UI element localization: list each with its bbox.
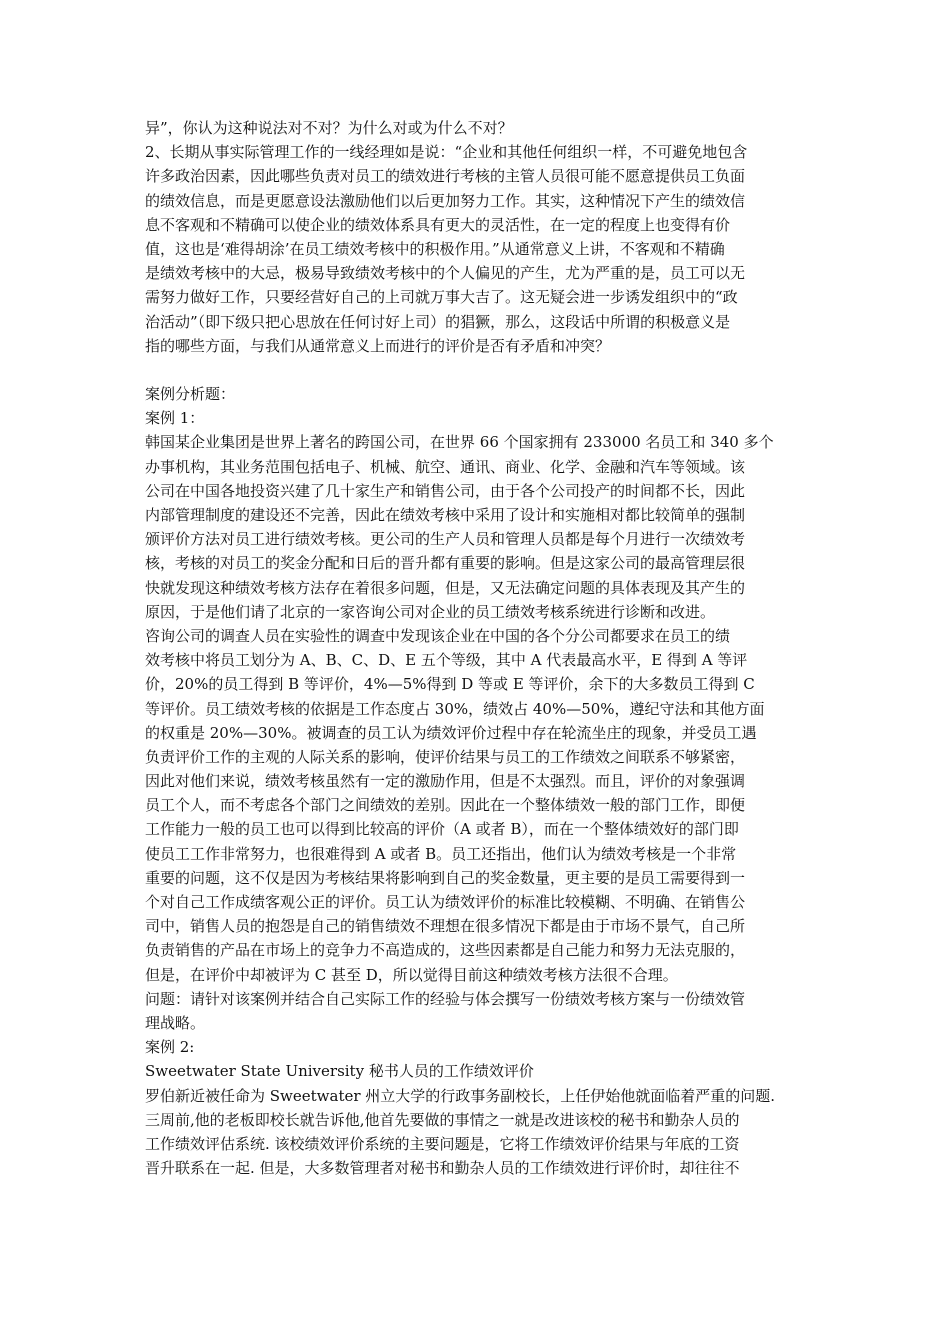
case-2-title: 案例 2:	[145, 1038, 195, 1057]
text-line: 价，20%的员工得到 B 等评价，4%—5%得到 D 等或 E 等评价，余下的大多数员工得到 C	[145, 675, 755, 694]
text-line: 理战略。	[145, 1013, 206, 1032]
text-line: 2、长期从事实际管理工作的一线经理如是说：“企业和其他任何组织一样，不可避免地包含	[145, 143, 748, 162]
text-line: 咨询公司的调查人员在实验性的调查中发现该企业在中国的各个分公司都要求在员工的绩	[145, 626, 731, 645]
text-line: 原因，于是他们请了北京的一家咨询公司对企业的员工绩效考核系统进行诊断和改进。	[145, 602, 716, 621]
text-line: 因此对他们来说，绩效考核虽然有一定的激励作用，但是不太强烈。而且，评价的对象强调	[145, 772, 746, 791]
text-line: 工作能力一般的员工也可以得到比较高的评价（A 或者 B），而在一个整体绩效好的部门即	[145, 820, 739, 839]
text-line: 效考核中将员工划分为 A、B、C、D、E 五个等级，其中 A 代表最高水平，E 得到 A 等评	[145, 651, 748, 670]
case-1-paragraph-1	[145, 430, 810, 624]
text-line: 的绩效信息，而是更愿意设法激励他们以后更加努力工作。其实，这种情况下产生的绩效信	[145, 191, 746, 210]
text-line: 晋升联系在一起. 但是，大多数管理者对秘书和勤杂人员的工作绩效进行评价时，却往往不	[145, 1159, 740, 1178]
text-line: 三周前,他的老板即校长就告诉他,他首先要做的事情之一就是改进该校的秘书和勤杂人员的	[145, 1110, 740, 1129]
case-1-paragraph-2	[145, 624, 810, 987]
text-line: 等评价。员工绩效考核的依据是工作态度占 30%，绩效占 40%—50%，遵纪守法和其他方面	[145, 699, 765, 718]
text-line: 息不客观和不精确可以使企业的绩效体系具有更大的灵活性，在一定的程度上也变得有价	[145, 215, 731, 234]
text-line: 快就发现这种绩效考核方法存在着很多问题，但是，又无法确定问题的具体表现及其产生的	[145, 578, 746, 597]
text-line: 需努力做好工作，只要经营好自己的上司就万事大吉了。这无疑会进一步诱发组织中的“政	[145, 288, 738, 307]
paragraph-spacer	[145, 358, 810, 382]
text-line: 但是，在评价中却被评为 C 甚至 D，所以觉得目前这种绩效考核方法很不合理。	[145, 965, 678, 984]
section-title: 案例分析题：	[145, 385, 236, 404]
text-line: 负责销售的产品在市场上的竞争力不高造成的，这些因素都是自己能力和努力无法克服的，	[145, 941, 746, 960]
text-line: 个对自己工作成绩客观公正的评价。员工认为绩效评价的标准比较模糊、不明确、在销售公	[145, 893, 746, 911]
case-2-subtitle: Sweetwater State University 秘书人员的工作绩效评价	[145, 1062, 534, 1081]
text-line: 许多政治因素，因此哪些负责对员工的绩效进行考核的主管人员很可能不愿意提供员工负面	[145, 167, 746, 186]
text-line: 重要的问题，这不仅是因为考核结果将影响到自己的奖金数量，更主要的是员工需要得到一	[145, 868, 746, 887]
case-1-question	[145, 987, 810, 1035]
text-line: 的权重是 20%—30%。被调查的员工认为绩效评价过程中存在轮流坐庄的现象，并受员工遇	[145, 723, 757, 742]
text-line: 办事机构，其业务范围包括电子、机械、航空、通讯、商业、化学、金融和汽车等领域。该	[145, 457, 746, 476]
document-page	[145, 116, 810, 1180]
text-line: 颁评价方法对员工进行绩效考核。更公司的生产人员和管理人员都是每个月进行一次绩效考	[145, 530, 746, 549]
text-line: 核，考核的对员工的奖金分配和日后的晋升都有重要的影响。但是这家公司的最高管理层很	[145, 554, 746, 573]
text-line: 工作绩效评估系统. 该校绩效评价系统的主要问题是，它将工作绩效评价结果与年底的工资	[145, 1134, 740, 1153]
case-1-title: 案例 1：	[145, 409, 205, 428]
text-line: 指的哪些方面，与我们从通常意义上而进行的评价是否有矛盾和冲突？	[145, 336, 611, 355]
text-line: 韩国某企业集团是世界上著名的跨国公司，在世界 66 个国家拥有 233000 名员工和 340 多个	[145, 433, 774, 452]
question-tail-line: 异”，你认为这种说法对不对？为什么对或为什么不对？	[145, 119, 513, 137]
case-2-paragraph-1	[145, 1084, 810, 1181]
question-2	[145, 140, 810, 358]
text-line: 罗伯新近被任命为 Sweetwater 州立大学的行政事务副校长，上任伊始他就面临着严重的问题.	[145, 1086, 776, 1105]
text-line: 员工个人，而不考虑各个部门之间绩效的差别。因此在一个整体绩效一般的部门工作，即便	[145, 796, 746, 815]
text-line: 公司在中国各地投资兴建了几十家生产和销售公司，由于各个公司投产的时间都不长，因此	[145, 481, 746, 500]
text-line: 值，这也是‘难得胡涂’在员工绩效考核中的积极作用。”从通常意义上讲，不客观和不精确	[145, 239, 725, 258]
text-line: 负责评价工作的主观的人际关系的影响，使评价结果与员工的工作绩效之间联系不够紧密，	[145, 747, 746, 766]
text-line: 司中，销售人员的抱怨是自己的销售绩效不理想在很多情况下都是由于市场不景气，自己所	[145, 917, 746, 936]
text-line: 是绩效考核中的大忌，极易导致绩效考核中的个人偏见的产生，尤为严重的是，员工可以无	[145, 264, 746, 283]
text-line: 问题：请针对该案例并结合自己实际工作的经验与体会撰写一份绩效考核方案与一份绩效管	[145, 989, 746, 1008]
text-line: 内部管理制度的建设还不完善，因此在绩效考核中采用了设计和实施相对都比较简单的强制	[145, 506, 746, 524]
text-line: 使员工工作非常努力，也很难得到 A 或者 B。员工还指出，他们认为绩效考核是一个非常	[145, 844, 737, 863]
text-line: 治活动”（即下级只把心思放在任何讨好上司）的猖獗，那么，这段话中所谓的积极意义是	[145, 312, 731, 331]
